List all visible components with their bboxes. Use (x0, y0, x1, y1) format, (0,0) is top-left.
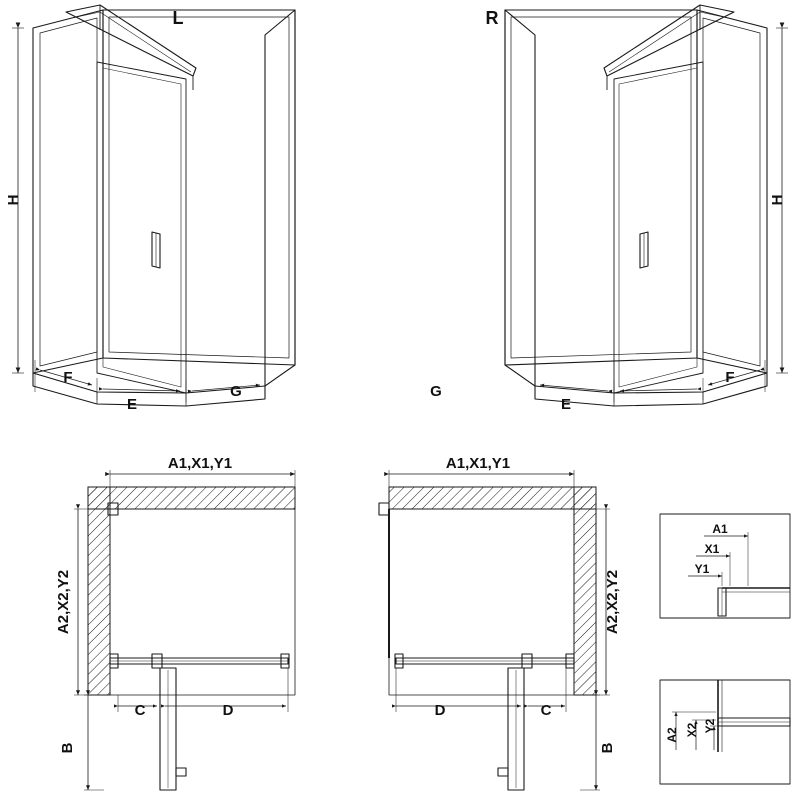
label-plan-right-side: A2,X2,Y2 (604, 569, 621, 635)
label-iso-right-f: F (725, 369, 735, 386)
label-iso-left-e: E (126, 396, 138, 413)
label-iso-right-e: E (560, 396, 572, 413)
label-plan-right-b: B (599, 742, 616, 754)
label-iso-right-g: G (430, 383, 442, 400)
iso-view-right (505, 5, 788, 406)
label-detail-top-x1: X1 (704, 542, 720, 556)
label-height-left: H (5, 194, 22, 206)
label-plan-right-c: C (540, 702, 552, 719)
label-detail-top-a1: A1 (712, 522, 728, 536)
iso-view-left (12, 5, 295, 406)
label-plan-left-d: D (222, 702, 234, 719)
label-plan-left-b: B (59, 742, 76, 754)
label-detail-top-y1: Y1 (694, 562, 710, 576)
plan-view-right (379, 470, 610, 790)
label-detail-bottom-a2: A2 (665, 727, 679, 743)
detail-view-bottom (660, 680, 790, 784)
label-detail-bottom-y2: Y2 (703, 718, 717, 734)
label-iso-left-g: G (230, 383, 242, 400)
label-plan-right-d: D (434, 702, 446, 719)
label-height-right: H (769, 194, 786, 206)
plan-view-left (74, 470, 295, 790)
label-iso-left-f: F (63, 369, 73, 386)
label-plan-right-top: A1,X1,Y1 (445, 455, 511, 472)
label-plan-left-side: A2,X2,Y2 (55, 569, 72, 635)
label-plan-left-c: C (134, 702, 146, 719)
label-variant-right: R (485, 8, 499, 28)
label-variant-left: L (172, 8, 184, 28)
label-plan-left-top: A1,X1,Y1 (167, 455, 233, 472)
label-detail-bottom-x2: X2 (685, 722, 699, 738)
